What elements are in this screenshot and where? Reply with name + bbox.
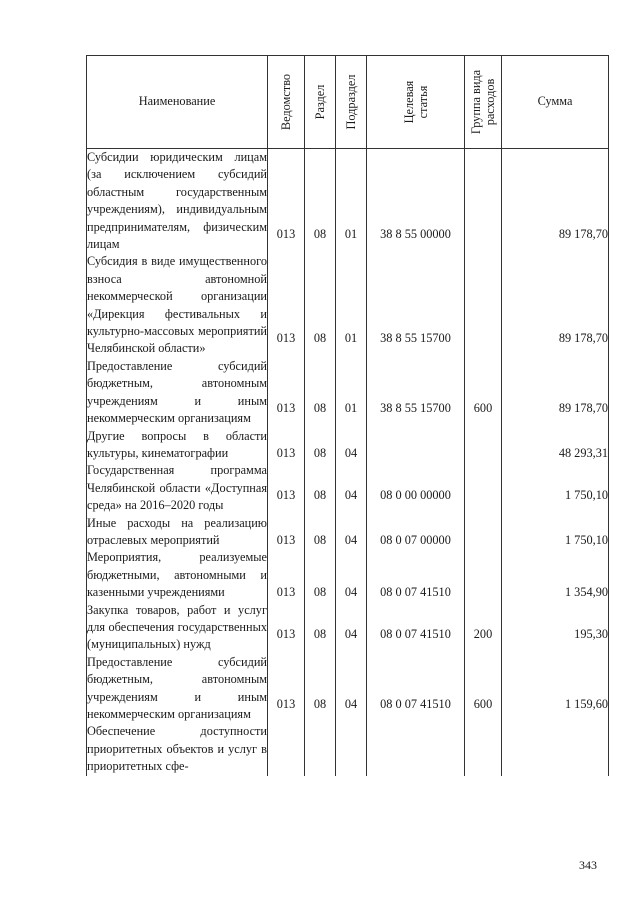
row-section: 08 [305,358,336,428]
table-row [87,253,609,357]
row-department: 013 [268,358,305,428]
table-row [87,149,609,254]
row-target-item: 38 8 55 15700 [367,253,465,357]
row-section: 08 [305,654,336,724]
row-subsection: 04 [336,602,367,654]
row-target-item: 38 8 55 15700 [367,358,465,428]
row-section: 08 [305,428,336,463]
row-subsection: 01 [336,358,367,428]
row-department: 013 [268,549,305,601]
row-name: Предоставление субсидий бюджетным, автономным учреждениям и иным некоммерческим организациям [87,654,268,724]
row-amount: 48 293,31 [502,428,609,463]
row-amount: 89 178,70 [502,358,609,428]
table-row [87,358,609,428]
row-name: Иные расходы на реализацию отраслевых мероприятий [87,515,268,550]
row-name: Закупка товаров, работ и услуг для обеспечения государственных (муниципальных) нужд [87,602,268,654]
row-subsection: 04 [336,654,367,724]
row-target-item: 08 0 07 41510 [367,602,465,654]
table-row [87,515,609,550]
header-amount: Сумма [502,56,609,149]
row-target-item: 08 0 07 41510 [367,549,465,601]
page-number: 343 [579,858,597,872]
row-subsection: 04 [336,428,367,463]
table-row [87,462,609,514]
row-expense-group [465,253,502,357]
header-expense-group: Группа вида расходов [465,56,502,149]
row-expense-group: 200 [465,602,502,654]
header-subsection: Подраздел [336,56,367,149]
row-name: Мероприятия, реализуемые бюджетными, автономными и казенными учреждениями [87,549,268,601]
row-amount: 195,30 [502,602,609,654]
row-department: 013 [268,602,305,654]
row-subsection: 01 [336,149,367,254]
row-department: 013 [268,515,305,550]
table-row [87,549,609,601]
row-expense-group [465,428,502,463]
row-department: 013 [268,462,305,514]
row-amount [502,723,609,775]
row-section: 08 [305,253,336,357]
row-subsection: 01 [336,253,367,357]
row-target-item: 38 8 55 00000 [367,149,465,254]
row-target-item: 08 0 00 00000 [367,462,465,514]
row-amount: 1 159,60 [502,654,609,724]
row-expense-group [465,549,502,601]
row-name: Другие вопросы в области культуры, кинематографии [87,428,268,463]
row-subsection [336,723,367,775]
row-subsection: 04 [336,515,367,550]
row-amount: 89 178,70 [502,149,609,254]
row-target-item [367,723,465,775]
row-name: Государственная программа Челябинской области «Доступная среда» на 2016–2020 годы [87,462,268,514]
table-row [87,723,609,775]
row-department [268,723,305,775]
row-section: 08 [305,515,336,550]
row-amount: 1 354,90 [502,549,609,601]
row-target-item: 08 0 07 00000 [367,515,465,550]
row-section: 08 [305,602,336,654]
row-name: Субсидия в виде имущественного взноса автономной некоммерческой организации «Дирекция фестивальных и культурно-массовых мероприятий Челябинской области» [87,253,268,357]
row-department: 013 [268,253,305,357]
row-expense-group [465,149,502,254]
row-name: Обеспечение доступности приоритетных объектов и услуг в приоритетных сфе- [87,723,268,775]
row-expense-group [465,515,502,550]
row-expense-group: 600 [465,358,502,428]
header-section: Раздел [305,56,336,149]
row-expense-group [465,723,502,775]
row-section: 08 [305,549,336,601]
row-name: Предоставление субсидий бюджетным, автономным учреждениям и иным некоммерческим организациям [87,358,268,428]
row-department: 013 [268,149,305,254]
row-amount: 1 750,10 [502,515,609,550]
row-department: 013 [268,654,305,724]
row-subsection: 04 [336,549,367,601]
header-department: Ведомство [268,56,305,149]
row-target-item: 08 0 07 41510 [367,654,465,724]
table-row [87,654,609,724]
table-row [87,602,609,654]
row-department: 013 [268,428,305,463]
row-expense-group [465,462,502,514]
row-section [305,723,336,775]
header-name: Наименование [87,56,268,149]
row-section: 08 [305,149,336,254]
table-header-row [87,56,609,149]
row-amount: 89 178,70 [502,253,609,357]
budget-table [86,55,609,776]
row-section: 08 [305,462,336,514]
row-name: Субсидии юридическим лицам (за исключением субсидий областным государственным учреждениям), индивидуальным предпринимателям, физическим лицам [87,149,268,254]
row-target-item [367,428,465,463]
row-expense-group: 600 [465,654,502,724]
header-target-item: Целевая статья [367,56,465,149]
table-row [87,428,609,463]
row-amount: 1 750,10 [502,462,609,514]
row-subsection: 04 [336,462,367,514]
